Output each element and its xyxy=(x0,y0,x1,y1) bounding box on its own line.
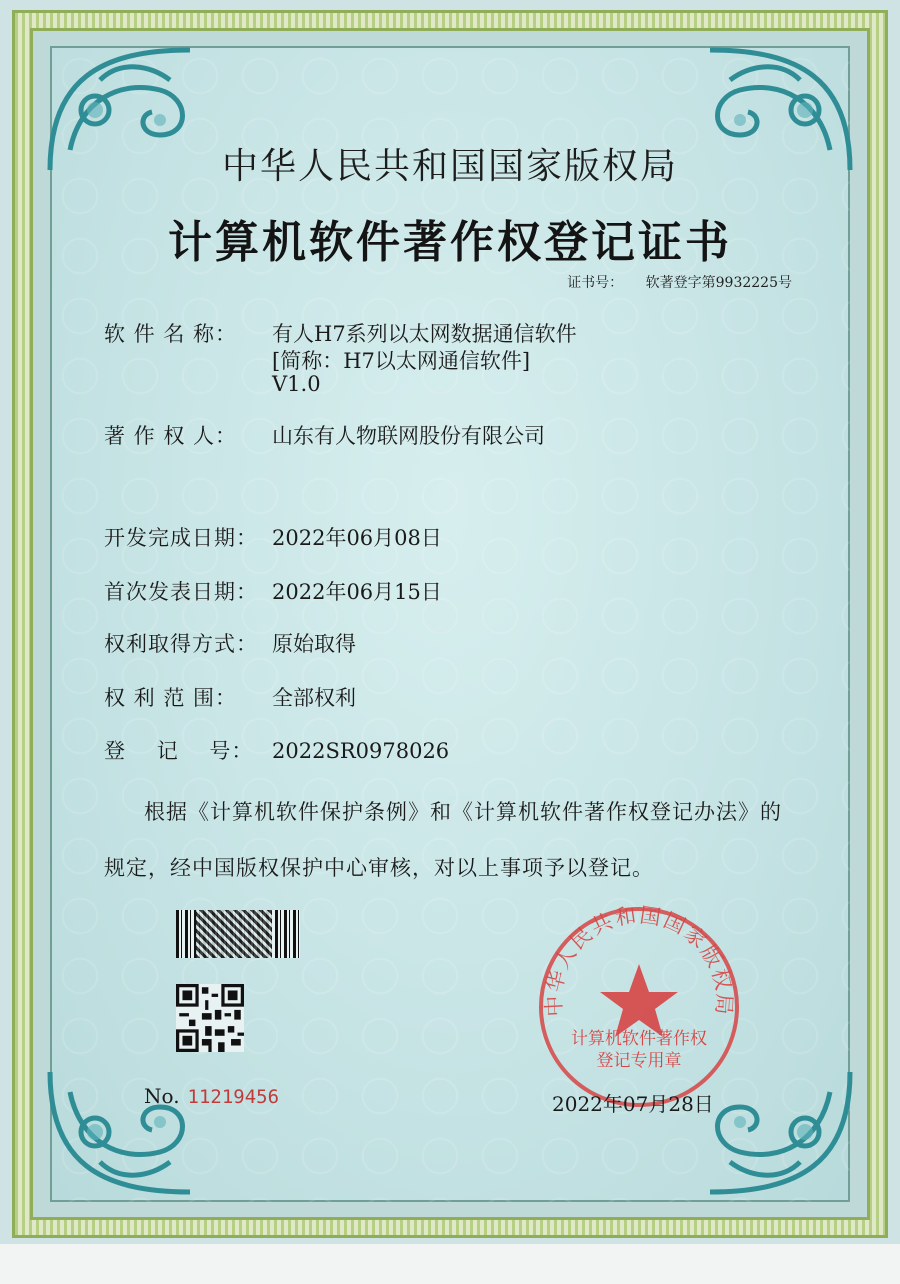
statement-line-2: 规定，经中国版权保护中心审核，对以上事项予以登记。 xyxy=(104,856,654,880)
owner-label: 著 作 权 人： xyxy=(104,424,238,448)
software-version: V1.0 xyxy=(272,372,321,396)
corner-ornament-icon xyxy=(40,1062,240,1202)
reg-no-row xyxy=(104,735,449,765)
software-short-name: [简称：H7以太网通信软件] xyxy=(272,349,531,373)
software-name-row xyxy=(104,318,577,348)
serial-label: No. xyxy=(144,1084,180,1108)
seal-line-1: 计算机软件著作权 xyxy=(571,1029,707,1049)
barcode-pattern xyxy=(196,910,272,958)
acquire-value: 原始取得 xyxy=(272,632,356,656)
certificate-number xyxy=(567,272,792,292)
reg-no-label: 登 记 号： xyxy=(104,739,254,763)
owner-value: 山东有人物联网股份有限公司 xyxy=(272,424,545,448)
acquire-label: 权利取得方式： xyxy=(104,632,258,656)
pub-date-value: 2022年06月15日 xyxy=(272,580,442,604)
issuer-name: 中华人民共和国国家版权局 xyxy=(221,146,678,187)
reg-no-value: 2022SR0978026 xyxy=(272,739,450,763)
scope-value: 全部权利 xyxy=(272,686,356,710)
pub-date-row xyxy=(104,576,442,606)
serial-number xyxy=(144,1084,279,1108)
seal-line-2: 登记专用章 xyxy=(596,1051,682,1071)
scope-row xyxy=(104,682,356,712)
owner-row xyxy=(104,420,545,450)
pub-date-label: 首次发表日期： xyxy=(104,580,258,604)
software-name-value: 有人H7系列以太网数据通信软件 xyxy=(272,322,577,346)
dev-date-value: 2022年06月08日 xyxy=(272,526,442,550)
issue-date: 2022年07月28日 xyxy=(552,1092,714,1116)
official-seal-icon xyxy=(534,902,744,1112)
dev-date-row xyxy=(104,522,442,552)
scope-label: 权 利 范 围： xyxy=(104,686,238,710)
certificate-number-label: 证书号： xyxy=(567,275,624,291)
certificate-number-value: 软著登字第9932225号 xyxy=(645,275,792,291)
dev-date-label: 开发完成日期： xyxy=(104,526,258,550)
qr-code-icon xyxy=(176,984,244,1052)
certificate-title: 计算机软件著作权登记证书 xyxy=(168,217,732,268)
serial-value: 11219456 xyxy=(187,1086,280,1108)
acquire-row xyxy=(104,628,356,658)
seal-arc-text: 中华人民共和国国家版权局 xyxy=(541,902,737,1018)
statement-line-1: 根据《计算机软件保护条例》和《计算机软件著作权登记办法》的 xyxy=(144,800,782,824)
software-name-label: 软 件 名 称： xyxy=(104,322,238,346)
